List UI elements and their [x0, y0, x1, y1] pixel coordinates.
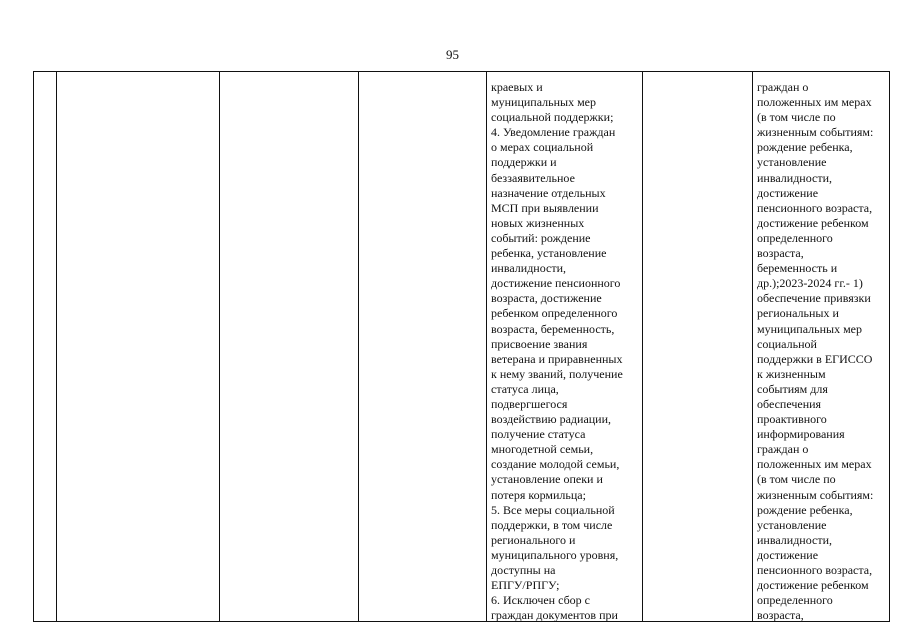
text-line: статуса лица,: [491, 381, 559, 396]
text-line: граждан о: [757, 442, 809, 457]
text-line: региональных и: [757, 306, 839, 321]
text-line: МСП при выявлении: [491, 200, 599, 215]
text-line: проактивного: [757, 412, 827, 427]
text-line: инвалидности,: [757, 532, 833, 547]
column-divider: [642, 72, 643, 621]
page-number: 95: [446, 47, 459, 62]
text-line: многодетной семьи,: [491, 442, 594, 457]
document-table: [33, 71, 890, 622]
text-line: рождение ребенка,: [757, 502, 853, 517]
text-line: достижение ребенком: [757, 215, 869, 230]
text-line: возраста, достижение: [491, 291, 602, 306]
text-line: граждан о: [757, 80, 809, 94]
text-line: положенных им мерах: [757, 457, 872, 472]
text-line: др.);2023-2024 гг.- 1): [757, 276, 863, 291]
text-line: доступны на: [491, 563, 556, 577]
text-line: (в том числе по: [757, 110, 836, 125]
column-divider: [358, 72, 359, 621]
text-line: социальной поддержки;: [491, 110, 614, 125]
text-line: возраста,: [757, 608, 804, 623]
text-line: (в том числе по: [757, 472, 836, 487]
text-line: пенсионного возраста,: [757, 563, 873, 577]
text-line: создание молодой семьи,: [491, 457, 620, 472]
text-line: обеспечение привязки: [757, 291, 871, 306]
text-line: поддержки и: [491, 155, 557, 170]
text-line: поддержки, в том числе: [491, 517, 613, 532]
text-line: жизненным событиям:: [757, 487, 874, 502]
text-line: беззаявительное: [491, 170, 575, 185]
text-line: ребенка, установление: [491, 246, 607, 261]
text-line: присвоение звания: [491, 336, 588, 351]
text-line: о мерах социальной: [491, 140, 594, 155]
text-line: получение статуса: [491, 427, 586, 442]
text-line: регионального и: [491, 532, 576, 547]
text-line: к жизненным: [757, 366, 826, 381]
text-line: муниципальных мер: [491, 95, 596, 110]
text-line: событий: рождение: [491, 230, 591, 245]
text-line: пенсионного возраста,: [757, 200, 873, 215]
cell-measures-description: [491, 80, 623, 623]
text-line: социальной: [757, 336, 817, 351]
text-line: установление: [757, 517, 827, 532]
text-line: определенного: [757, 593, 833, 608]
text-line: 6. Исключен сбор с: [491, 593, 591, 608]
text-line: ветерана и приравненных: [491, 351, 623, 366]
text-line: краевых и: [491, 80, 543, 94]
column-divider: [486, 72, 487, 621]
text-line: воздействию радиации,: [491, 412, 612, 427]
text-line: достижение ребенком: [757, 578, 869, 593]
text-line: инвалидности,: [491, 261, 567, 276]
text-line: поддержки в ЕГИССО: [757, 351, 873, 366]
text-line: возраста, беременность,: [491, 321, 615, 336]
text-line: подвергшегося: [491, 396, 568, 411]
text-line: муниципальных мер: [757, 321, 862, 336]
text-line: установление: [757, 155, 827, 170]
text-line: положенных им мерах: [757, 95, 872, 110]
text-line: потеря кормильца;: [491, 487, 586, 502]
text-line: 5. Все меры социальной: [491, 502, 615, 517]
text-line: достижение пенсионного: [491, 276, 621, 291]
column-divider: [219, 72, 220, 621]
text-line: инвалидности,: [757, 170, 833, 185]
text-line: к нему званий, получение: [491, 366, 623, 381]
column-divider: [752, 72, 753, 621]
text-line: возраста,: [757, 246, 804, 261]
text-line: ребенком определенного: [491, 306, 618, 321]
text-line: достижение: [757, 547, 819, 562]
text-line: граждан документов при: [491, 608, 618, 623]
text-line: определенного: [757, 230, 833, 245]
text-line: информирования: [757, 427, 845, 442]
text-line: муниципального уровня,: [491, 547, 619, 562]
text-line: установление опеки и: [491, 472, 603, 487]
text-line: назначение отдельных: [491, 185, 606, 200]
text-line: достижение: [757, 185, 819, 200]
text-line: новых жизненных: [491, 215, 585, 230]
text-line: беременность и: [757, 261, 838, 276]
text-line: рождение ребенка,: [757, 140, 853, 155]
text-line: событиям для: [757, 381, 828, 396]
text-line: 4. Уведомление граждан: [491, 125, 616, 140]
text-line: жизненным событиям:: [757, 125, 874, 140]
text-line: ЕПГУ/РПГУ;: [491, 578, 560, 593]
column-divider: [56, 72, 57, 621]
cell-implementation-stages: [757, 80, 873, 623]
text-line: обеспечения: [757, 396, 822, 411]
